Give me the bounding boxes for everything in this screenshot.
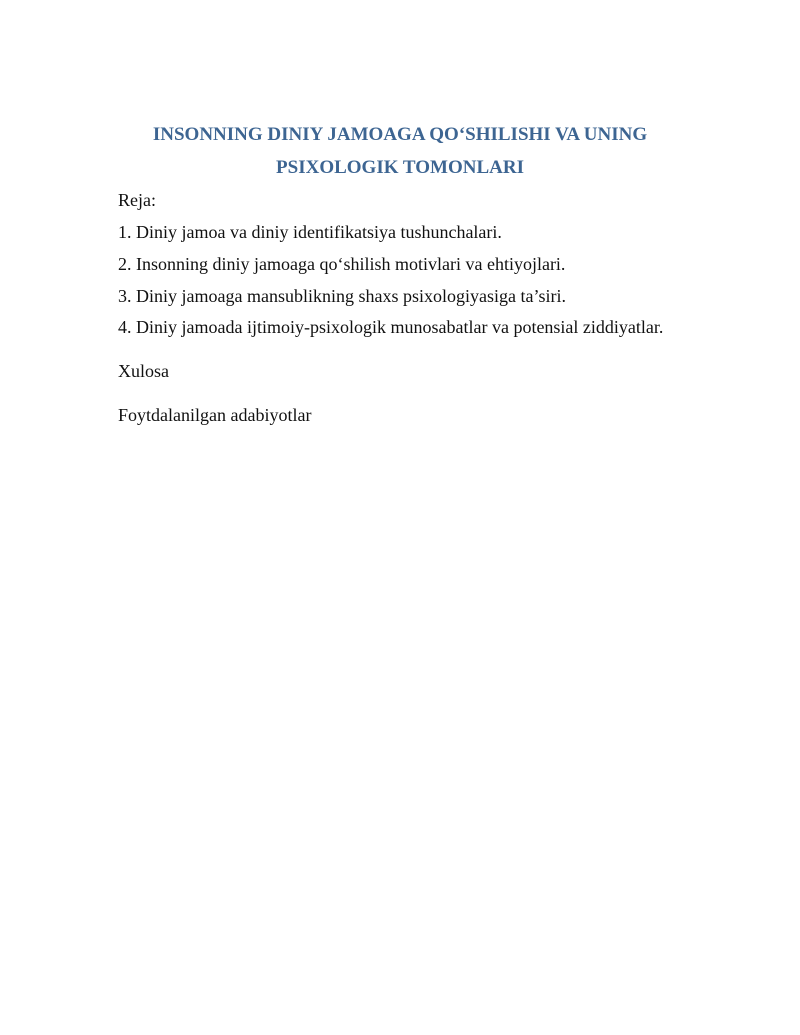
document-title-line-2: PSIXOLOGIK TOMONLARI — [276, 157, 524, 178]
document-title-line-1: INSONNING DINIY JAMOAGA QO‘SHILISHI VA UNING — [152, 124, 648, 145]
conclusion-heading: Xulosa — [118, 361, 169, 381]
plan-item: 1. Diniy jamoa va diniy identifikatsiya tushunchalari. — [118, 222, 502, 242]
plan-item: 3. Diniy jamoaga mansublikning shaxs psixologiyasiga ta’siri. — [118, 286, 566, 306]
plan-label: Reja: — [118, 190, 156, 210]
plan-item: 4. Diniy jamoada ijtimoiy-psixologik munosabatlar va potensial ziddiyatlar. — [118, 317, 664, 337]
references-heading: Foytdalanilgan adabiyotlar — [118, 405, 312, 425]
plan-item: 2. Insonning diniy jamoaga qo‘shilish motivlari va ehtiyojlari. — [118, 254, 566, 274]
